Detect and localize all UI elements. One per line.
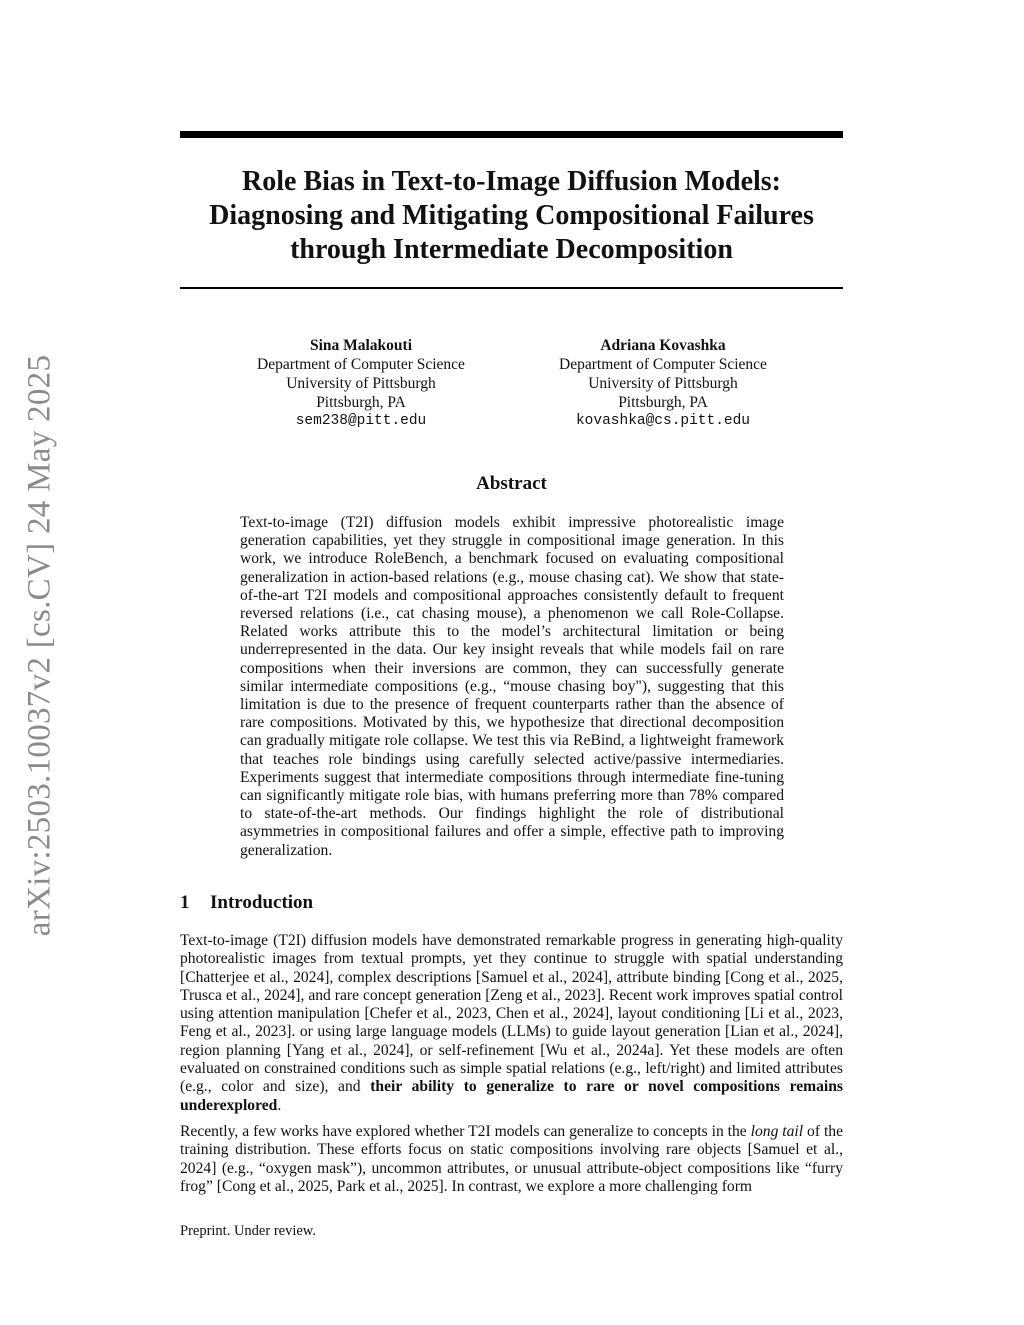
title-line-1: Role Bias in Text-to-Image Diffusion Models:	[242, 166, 781, 197]
intro-p2-rest: of the training distribution. These efforts focus on static compositions involving rare objects [Samuel et al., 2024] (e.g., “oxygen mask”), uncommon attributes, or unusual attribute-object compositions like “furry frog” [Cong et al., 2025, Park et al., 2025]. In contrast, we explore a more challenging form	[180, 1122, 843, 1195]
abstract-heading: Abstract	[476, 473, 547, 494]
intro-p2-italic: long tail	[750, 1122, 804, 1140]
author-email[interactable]: kovashka@cs.pitt.edu	[575, 413, 751, 429]
page-footer: Preprint. Under review.	[180, 1223, 316, 1239]
title-bottom-rule	[180, 287, 843, 289]
paper-title	[180, 165, 843, 267]
author-department: Department of Computer Science	[257, 356, 465, 373]
intro-p1-text: Text-to-image (T2I) diffusion models have demonstrated remarkable progress in generating high-quality photorealistic images from textual prompts, yet they continue to struggle with spatial understanding [Chatterjee et al., 2024], complex descriptions [Samuel et al., 2024], attribute binding [Cong et al., 2025, Trusca et al., 2024], and rare concept generation [Zeng et al., 2023]. Recent work improves spatial control using attention manipulation [Chefer et al., 2023, Chen et al., 2024], layout conditioning [Li et al., 2023, Feng et al., 2023]. or using large language models (LLMs) to guide layout generation [Lian et al., 2024], region planning [Yang et al., 2024], or self-refinement [Wu et al., 2024a]. Yet these models are often evaluated on constrained conditions such as simple spatial relations (e.g., left/right) and limited attributes (e.g., color and size), and	[180, 932, 843, 1096]
intro-paragraph-2	[180, 1123, 843, 1196]
author-location: Pittsburgh, PA	[618, 394, 708, 411]
author-university: University of Pittsburgh	[286, 375, 436, 392]
author-location: Pittsburgh, PA	[316, 394, 406, 411]
author-university: University of Pittsburgh	[588, 375, 738, 392]
author-department: Department of Computer Science	[559, 356, 767, 373]
title-line-3: through Intermediate Decomposition	[290, 234, 733, 265]
arxiv-identifier-text: arXiv:2503.10037v2 [cs.CV] 24 May 2025	[21, 354, 58, 936]
intro-p2-start: Recently, a few works have explored whether T2I models can generalize to concepts in the	[180, 1122, 751, 1140]
section-title: Introduction	[210, 892, 314, 913]
intro-paragraph-1	[180, 932, 843, 1115]
author-name: Adriana Kovashka	[600, 337, 726, 354]
author-name: Sina Malakouti	[309, 337, 413, 354]
title-line-2: Diagnosing and Mitigating Compositional Failures	[209, 200, 814, 231]
arxiv-identifier	[20, 345, 60, 945]
intro-p1-bold: their ability to generalize to rare or novel compositions remains underexplored	[180, 1078, 843, 1114]
section-number: 1	[180, 892, 190, 913]
intro-p1-end: .	[277, 1096, 282, 1114]
title-top-rule	[180, 131, 843, 138]
introduction-body	[180, 932, 843, 1204]
author-block-1	[211, 336, 511, 431]
author-email[interactable]: sem238@pitt.edu	[295, 413, 427, 429]
section-heading-introduction	[180, 892, 843, 914]
author-block-2	[513, 336, 813, 431]
abstract-text: Text-to-image (T2I) diffusion models exhibit impressive photorealistic image generation capabilities, yet they struggle in compositional image generation. In this work, we introduce RoleBench, a benchmark focused on evaluating compositional generalization in action-based relations (e.g., mouse chasing cat). We show that state-of-the-art T2I models and compositional approaches consistently default to frequent reversed relations (i.e., cat chasing mouse), a phenomenon we call Role-Collapse. Related works attribute this to the model’s architectural limitation or being underrepresented in the data. Our key insight reveals that while models fail on rare compositions when their inversions are common, they can successfully generate similar intermediate compositions (e.g., “mouse chasing boy"), suggesting that this limitation is due to the presence of frequent counterparts rather than the absence of rare compositions. Motivated by this, we hypothesize that directional decomposition can gradually mitigate role collapse. We test this via ReBind, a lightweight framework that teaches role bindings using carefully selected active/passive intermediaries. Experiments suggest that intermediate compositions through intermediate fine-tuning can significantly mitigate role bias, with humans preferring more than 78% compared to state-of-the-art methods. Our findings highlight the role of distributional asymmetries in compositional failures and offer a simple, effective path to improving generalization.	[240, 514, 784, 859]
